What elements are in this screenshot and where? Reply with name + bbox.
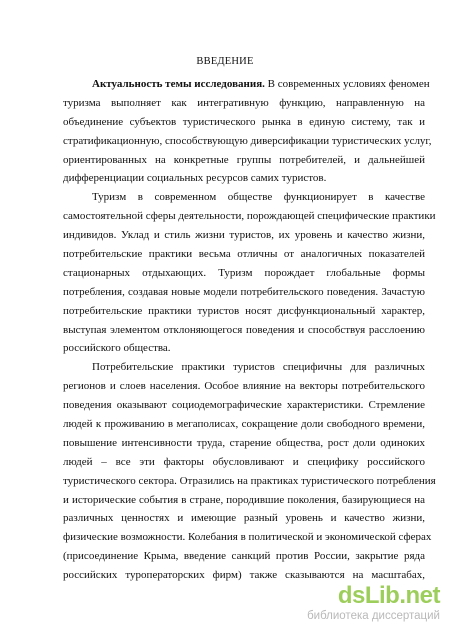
paragraph-2-line: российского общества. [63,342,171,355]
paragraph-3-line: российских туроператорских фирм) также сказываются на масштабах, [63,569,425,582]
paragraph-3-line: Потребительские практики туристов специфичны для различных [92,361,425,374]
watermark [290,582,440,628]
paragraph-2-line: Туризм в современном обществе функционирует в качестве [92,191,425,204]
paragraph-3-line: регионов и слоев населения. Особое влияние на векторы потребительского [63,380,425,393]
paragraph-3-line: людей к проживанию в мегаполисах, сокращение доли свободного времени, [63,418,425,431]
paragraph-1-line: объединение субъектов туристического рынка в единую систему, так и [63,115,425,128]
paragraph-1-line: дифференциации социальных ресурсов самих туристов. [63,172,327,185]
paragraph-2-line: потребления, создавая новые модели потребительского поведения. Зачастую [63,285,425,298]
paragraph-3-line: туристического сектора. Отразились на практиках туристического потребления [63,474,436,487]
paragraph-1-line: стратификационную, способствующую диверсификации туристических услуг, [63,134,432,147]
paragraph-1-line: туризма выполняет как интегративную функцию, направленную на [63,96,425,109]
paragraph-3-line: физические возможности. Колебания в политической и экономической сферах [63,531,432,544]
paragraph-1-lead: Актуальность темы исследования. [92,78,265,90]
document-body [63,75,436,585]
paragraph-3-line: (присоединение Крыма, введение санкций против России, закрытие ряда [63,550,425,563]
watermark-subtitle: библиотека диссертаций [307,610,440,622]
paragraph-1-lead-rest: В современных условиях феномен [264,78,430,90]
paragraph-2-line: самостоятельной сферы деятельности, порождающей специфические практики [63,210,436,223]
paragraph-3-line: повышение интенсивности труда, старение общества, рост доли одиноких [63,436,425,449]
paragraph-3-line: и исторические события в стране, породившие поколения, базирующиеся на [63,493,425,506]
paragraph-1-line-1 [63,75,430,94]
paragraph-3-line: поведения оказывают социодемографические характеристики. Стремление [63,399,425,412]
paragraph-3-line: различных ценностях и имеющие разный уровень и качество жизни, [63,512,425,525]
paragraph-2-line: выступая элементом отклоняющегося поведения и способствуя расслоению [63,323,425,336]
paragraph-2-line: индивидов. Уклад и стиль жизни туристов, их уровень и качество жизни, [63,229,425,242]
paragraph-2-line: стационарных отдыхающих. Туризм порождает глобальные формы [63,266,425,279]
paragraph-3-line: людей – все эти факторы обусловливают и специфику российского [63,455,425,468]
paragraph-2-line: потребительские практики туристов носят дисфункциональный характер, [63,304,425,317]
watermark-logo: dsLib.net [337,582,440,609]
paragraph-2-line: потребительские практики весьма отличны от аналогичных показателей [63,248,425,261]
document-title: ВВЕДЕНИЕ [196,56,254,67]
paragraph-1-line: ориентированных на конкретные группы потребителей, и дальнейшей [63,153,425,166]
